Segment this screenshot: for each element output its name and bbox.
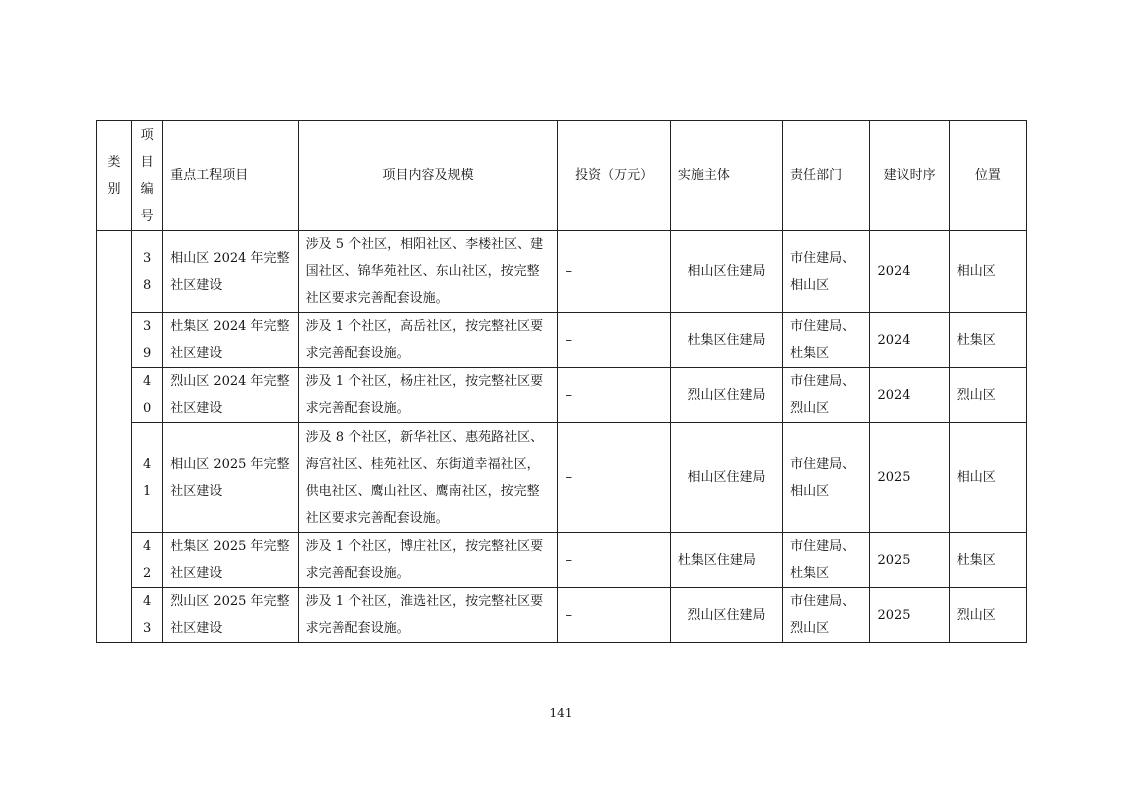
row-department: 市住建局、杜集区	[783, 533, 870, 588]
table-header-row	[97, 121, 1027, 231]
header-investment: 投资（万元）	[558, 121, 670, 231]
row-location: 相山区	[949, 423, 1026, 533]
row-department: 市住建局、相山区	[783, 423, 870, 533]
row-number: 41	[132, 423, 163, 533]
row-number: 42	[132, 533, 163, 588]
row-location: 烈山区	[949, 368, 1026, 423]
row-location: 相山区	[949, 231, 1026, 313]
row-content: 涉及 1 个社区，博庄社区，按完整社区要求完善配套设施。	[298, 533, 558, 588]
row-project: 相山区 2024 年完整社区建设	[163, 231, 298, 313]
row-project: 烈山区 2024 年完整社区建设	[163, 368, 298, 423]
row-content: 涉及 5 个社区，相阳社区、李楼社区、建国社区、锦华苑社区、东山社区，按完整社区要求完善配套设施。	[298, 231, 558, 313]
row-investment: –	[558, 533, 670, 588]
row-location: 杜集区	[949, 533, 1026, 588]
row-entity: 杜集区住建局	[670, 533, 782, 588]
row-timing: 2024	[870, 368, 949, 423]
row-department: 市住建局、相山区	[783, 231, 870, 313]
row-investment: –	[558, 423, 670, 533]
row-entity: 烈山区住建局	[670, 368, 782, 423]
row-investment: –	[558, 231, 670, 313]
row-investment: –	[558, 588, 670, 643]
page-number: 141	[549, 706, 573, 720]
header-content: 项目内容及规模	[298, 121, 558, 231]
row-content: 涉及 1 个社区，杨庄社区，按完整社区要求完善配套设施。	[298, 368, 558, 423]
table-row	[97, 368, 1027, 423]
row-entity: 相山区住建局	[670, 423, 782, 533]
row-number: 40	[132, 368, 163, 423]
row-investment: –	[558, 313, 670, 368]
row-content: 涉及 8 个社区，新华社区、惠苑路社区、海宫社区、桂苑社区、东街道幸福社区，供电社区、鹰山社区、鹰南社区，按完整社区要求完善配套设施。	[298, 423, 558, 533]
header-location: 位置	[949, 121, 1026, 231]
row-entity: 相山区住建局	[670, 231, 782, 313]
row-entity: 杜集区住建局	[670, 313, 782, 368]
table-row	[97, 423, 1027, 533]
row-department: 市住建局、杜集区	[783, 313, 870, 368]
row-timing: 2024	[870, 231, 949, 313]
category-cell	[97, 231, 132, 643]
row-project: 烈山区 2025 年完整社区建设	[163, 588, 298, 643]
header-number: 项目编号	[132, 121, 163, 231]
table-row	[97, 533, 1027, 588]
header-timing: 建议时序	[870, 121, 949, 231]
row-timing: 2025	[870, 533, 949, 588]
row-timing: 2025	[870, 588, 949, 643]
table-row	[97, 313, 1027, 368]
row-content: 涉及 1 个社区，高岳社区，按完整社区要求完善配套设施。	[298, 313, 558, 368]
row-number: 39	[132, 313, 163, 368]
row-location: 烈山区	[949, 588, 1026, 643]
row-number: 38	[132, 231, 163, 313]
header-project: 重点工程项目	[163, 121, 298, 231]
row-number: 43	[132, 588, 163, 643]
row-content: 涉及 1 个社区，淮选社区，按完整社区要求完善配套设施。	[298, 588, 558, 643]
row-department: 市住建局、烈山区	[783, 588, 870, 643]
projects-table	[96, 120, 1027, 643]
row-department: 市住建局、烈山区	[783, 368, 870, 423]
header-department: 责任部门	[783, 121, 870, 231]
header-category: 类别	[97, 121, 132, 231]
table-row	[97, 231, 1027, 313]
row-timing: 2024	[870, 313, 949, 368]
row-entity: 烈山区住建局	[670, 588, 782, 643]
row-project: 相山区 2025 年完整社区建设	[163, 423, 298, 533]
row-project: 杜集区 2024 年完整社区建设	[163, 313, 298, 368]
row-location: 杜集区	[949, 313, 1026, 368]
row-investment: –	[558, 368, 670, 423]
table-row	[97, 588, 1027, 643]
row-timing: 2025	[870, 423, 949, 533]
header-entity: 实施主体	[670, 121, 782, 231]
row-project: 杜集区 2025 年完整社区建设	[163, 533, 298, 588]
